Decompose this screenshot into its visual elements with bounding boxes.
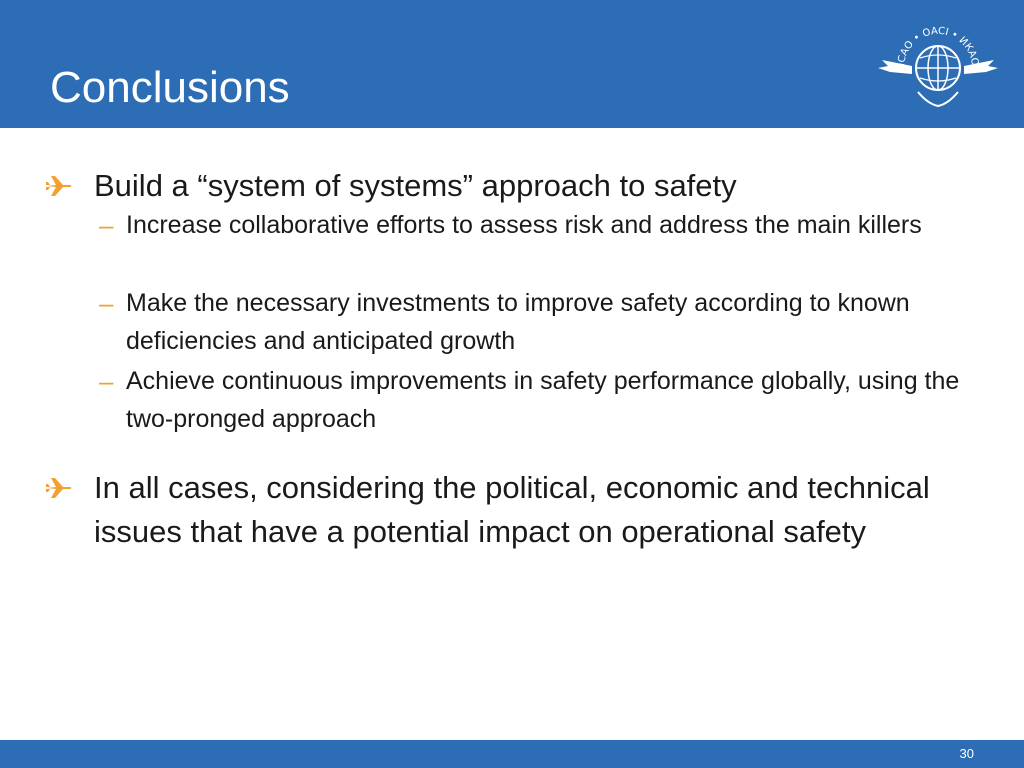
bullet-text: In all cases, considering the political, economic and technical issues that have a potential impact on operational safety: [94, 470, 930, 549]
bullet-text: Build a “system of systems” approach to safety: [94, 168, 737, 203]
logo-text: ICAO • OACI • ИКАО: [896, 25, 981, 67]
airplane-icon: [44, 476, 74, 500]
page-number: 30: [959, 746, 974, 761]
sub-item-text: Make the necessary investments to improve safety according to known deficiencies and anticipated growth: [126, 289, 910, 355]
dash-marker: –: [99, 288, 114, 318]
sub-item-text: Increase collaborative efforts to assess risk and address the main killers: [126, 211, 922, 239]
icao-logo: [874, 8, 1002, 120]
slide-header: [0, 0, 1024, 128]
slide-title: Conclusions: [50, 63, 290, 112]
sub-item-text: Achieve continuous improvements in safety performance globally, using the two-pronged approach: [126, 367, 960, 433]
dash-marker: –: [99, 366, 114, 396]
slide-footer: [0, 740, 1024, 768]
dash-marker: –: [99, 210, 114, 240]
airplane-icon: [44, 174, 74, 198]
